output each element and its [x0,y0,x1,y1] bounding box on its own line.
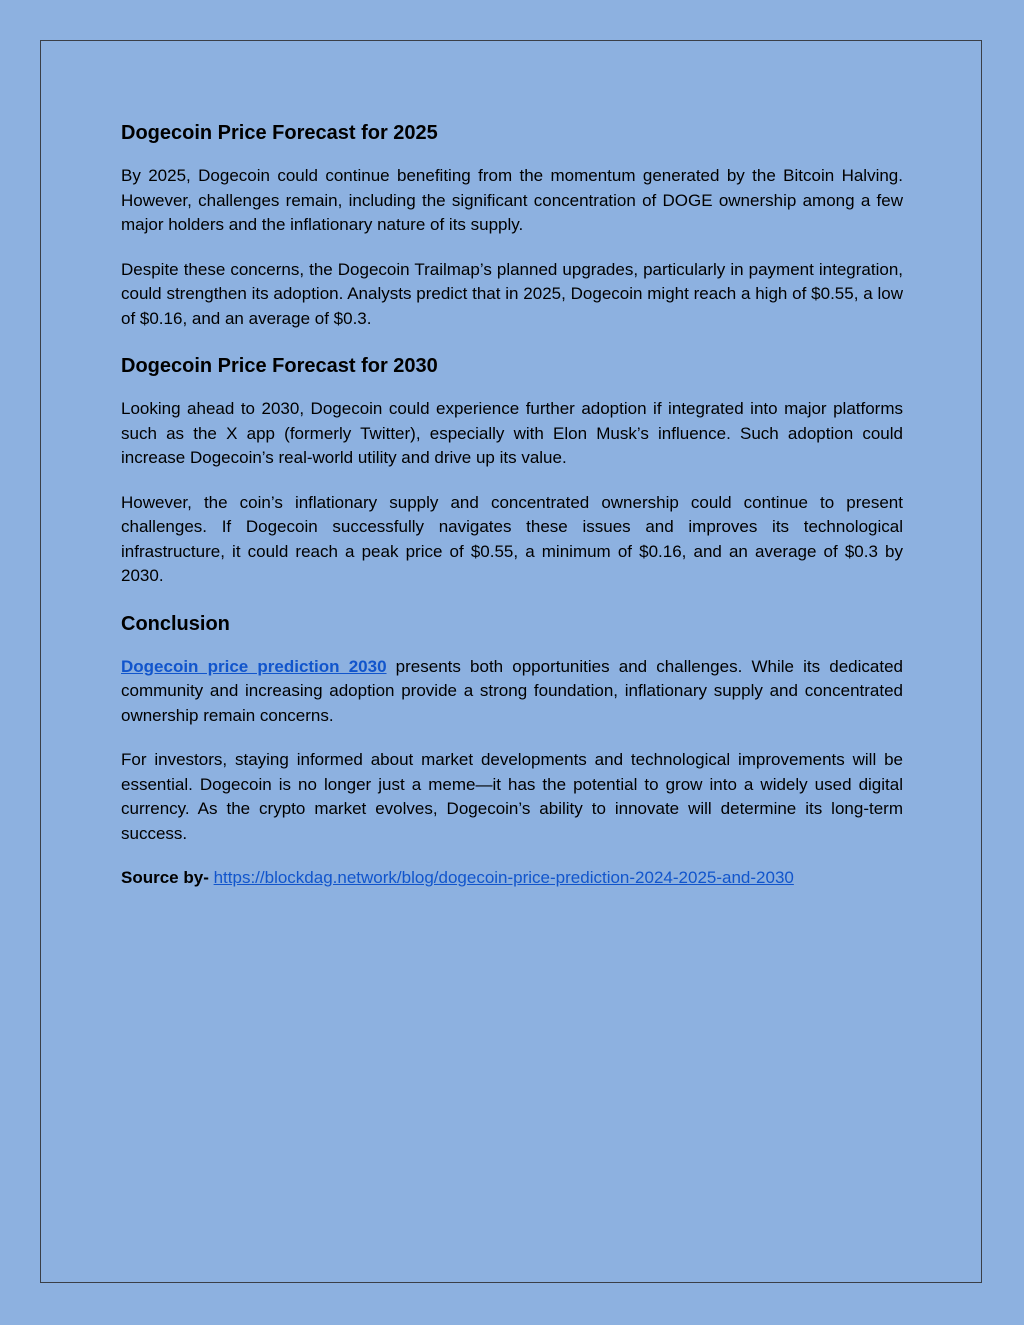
document-body [121,118,903,911]
section-heading: Dogecoin Price Forecast for 2025 [121,122,438,144]
source-line [121,866,903,891]
paragraph-text: presents both opportunities and challenges. While its dedicated community and increasing adoption provide a strong foundation, inflationary supply and concentrated ownership remain concerns. [121,656,903,725]
section-conclusion [121,609,903,847]
source-label: Source by- [121,868,209,887]
paragraph: However, the coin’s inflationary supply and concentrated ownership could continue to present challenges. If Dogecoin successfully navigates these issues and improves its technological infrastructure, it could reach a peak price of $0.55, a minimum of $0.16, and an average of $0.3 by 2030. [121,492,903,585]
paragraph: Looking ahead to 2030, Dogecoin could experience further adoption if integrated into major platforms such as the X app (formerly Twitter), especially with Elon Musk’s influence. Such adoption could increase Dogecoin’s real-world utility and drive up its value. [121,399,903,467]
paragraph: By 2025, Dogecoin could continue benefiting from the momentum generated by the Bitcoin Halving. However, challenges remain, including the significant concentration of DOGE ownership among a few major holders and the inflationary nature of its supply. [121,166,903,234]
source-link[interactable]: https://blockdag.network/blog/dogecoin-price-prediction-2024-2025-and-2030 [213,868,794,887]
section-forecast-2025 [121,118,903,331]
source-paragraph [121,866,903,891]
paragraph: Despite these concerns, the Dogecoin Trailmap’s planned upgrades, particularly in payment integration, could strengthen its adoption. Analysts predict that in 2025, Dogecoin might reach a high of $0.55, a low of $0.16, and an average of $0.3. [121,259,903,328]
prediction-link[interactable]: Dogecoin price prediction 2030 [121,656,387,676]
paragraph [121,655,903,729]
section-heading: Dogecoin Price Forecast for 2030 [121,355,438,377]
section-forecast-2030 [121,351,903,589]
section-heading: Conclusion [121,612,230,635]
paragraph: For investors, staying informed about market developments and technological improvements will be essential. Dogecoin is no longer just a meme—it has the potential to grow into a widely used digital currency. As the crypto market evolves, Dogecoin’s ability to innovate will determine its long-term success. [121,750,903,843]
